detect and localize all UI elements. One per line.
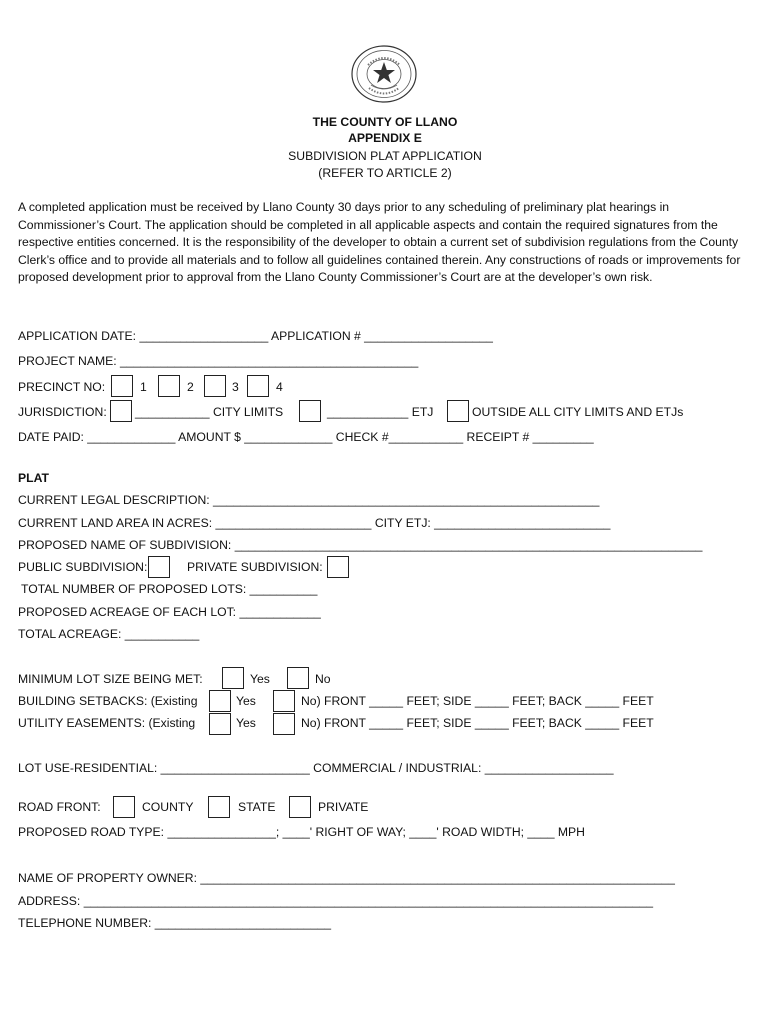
precinct-4-checkbox[interactable] [247, 375, 269, 397]
county-seal-icon [351, 45, 417, 103]
outside-limits-label: OUTSIDE ALL CITY LIMITS AND ETJs [472, 405, 684, 419]
date-paid-field[interactable]: DATE PAID: _____________ AMOUNT $ _____________ CHECK #___________ RECEIPT # _________ [18, 430, 594, 444]
precinct-4-label: 4 [276, 380, 283, 394]
county-title: THE COUNTY OF LLANO [312, 115, 458, 129]
legal-description-field[interactable]: CURRENT LEGAL DESCRIPTION: _________________________________________________________ [18, 493, 600, 507]
precinct-1-label: 1 [140, 380, 147, 394]
acreage-each-field[interactable]: PROPOSED ACREAGE OF EACH LOT: ____________ [18, 605, 321, 619]
appendix-title: APPENDIX E [348, 131, 422, 145]
public-subdivision-checkbox[interactable] [148, 556, 170, 578]
precinct-1-checkbox[interactable] [111, 375, 133, 397]
min-lot-no-label: No [315, 672, 331, 686]
building-setbacks-label: BUILDING SETBACKS: (Existing [18, 694, 198, 708]
etj-checkbox[interactable] [299, 400, 321, 422]
setbacks-yes-checkbox[interactable] [209, 690, 231, 712]
precinct-3-label: 3 [232, 380, 239, 394]
lot-use-field[interactable]: LOT USE-RESIDENTIAL: ______________________ COMMERCIAL / INDUSTRIAL: ___________________ [18, 761, 614, 775]
road-state-checkbox[interactable] [208, 796, 230, 818]
private-subdivision-label: PRIVATE SUBDIVISION: [187, 560, 323, 574]
setbacks-yes-label: Yes [236, 694, 256, 708]
min-lot-size-label: MINIMUM LOT SIZE BEING MET: [18, 672, 203, 686]
form-title: SUBDIVISION PLAT APPLICATION [288, 149, 482, 163]
total-acreage-field[interactable]: TOTAL ACREAGE: ___________ [18, 627, 200, 641]
road-private-label: PRIVATE [318, 800, 369, 814]
easements-yes-checkbox[interactable] [209, 713, 231, 735]
road-county-label: COUNTY [142, 800, 194, 814]
owner-address-field[interactable]: ADDRESS: ____________________________________________________________________________________ [18, 894, 654, 908]
public-subdivision-label: PUBLIC SUBDIVISION: [18, 560, 148, 574]
plat-heading: PLAT [18, 471, 49, 485]
form-subtitle: (REFER TO ARTICLE 2) [318, 166, 452, 180]
owner-name-field[interactable]: NAME OF PROPERTY OWNER: ______________________________________________________________________ [18, 871, 675, 885]
easements-no-checkbox[interactable] [273, 713, 295, 735]
total-lots-field[interactable]: TOTAL NUMBER OF PROPOSED LOTS: __________ [21, 582, 318, 596]
road-state-label: STATE [238, 800, 276, 814]
land-area-field[interactable]: CURRENT LAND AREA IN ACRES: _______________________ CITY ETJ: __________________________ [18, 516, 611, 530]
utility-easements-label: UTILITY EASEMENTS: (Existing [18, 716, 196, 730]
city-limits-checkbox[interactable] [110, 400, 132, 422]
jurisdiction-label: JURISDICTION: [18, 405, 107, 419]
owner-phone-field[interactable]: TELEPHONE NUMBER: __________________________ [18, 916, 332, 930]
outside-limits-checkbox[interactable] [447, 400, 469, 422]
proposed-road-type-field[interactable]: PROPOSED ROAD TYPE: ________________; ____' RIGHT OF WAY; ____' ROAD WIDTH; ____ MPH [18, 825, 585, 839]
private-subdivision-checkbox[interactable] [327, 556, 349, 578]
min-lot-no-checkbox[interactable] [287, 667, 309, 689]
project-name-field[interactable]: PROJECT NAME: ____________________________________________ [18, 354, 419, 368]
proposed-name-field[interactable]: PROPOSED NAME OF SUBDIVISION: _____________________________________________________________________ [18, 538, 703, 552]
intro-paragraph: A completed application must be received by Llano County 30 days prior to any scheduling of preliminary plat hearings in Commissioner’s Court. The application should be completed in all applicable aspects and contain the required signatures from the respective entities concerned. It is the responsibility of the developer to obtain a current set of subdivision regulations from the County Clerk’s office and to provide all materials and to follow all guidelines contained therein. Any constructions of roads or improvements for proposed development prior to approval from the Llano County Commissioner’s Court are at the developer’s own risk. [18, 200, 741, 285]
etj-field[interactable]: ____________ ETJ [327, 405, 434, 419]
min-lot-yes-label: Yes [250, 672, 270, 686]
application-date-field[interactable]: APPLICATION DATE: ___________________ APPLICATION # ___________________ [18, 329, 493, 343]
road-private-checkbox[interactable] [289, 796, 311, 818]
easements-yes-label: Yes [236, 716, 256, 730]
precinct-2-checkbox[interactable] [158, 375, 180, 397]
min-lot-yes-checkbox[interactable] [222, 667, 244, 689]
setbacks-no-checkbox[interactable] [273, 690, 295, 712]
precinct-2-label: 2 [187, 380, 194, 394]
easements-fields[interactable]: No) FRONT _____ FEET; SIDE _____ FEET; BACK _____ FEET [301, 716, 654, 730]
road-front-label: ROAD FRONT: [18, 800, 101, 814]
road-county-checkbox[interactable] [113, 796, 135, 818]
precinct-3-checkbox[interactable] [204, 375, 226, 397]
city-limits-field[interactable]: ___________ CITY LIMITS [135, 405, 284, 419]
precinct-label: PRECINCT NO: [18, 380, 106, 394]
setbacks-fields[interactable]: No) FRONT _____ FEET; SIDE _____ FEET; BACK _____ FEET [301, 694, 654, 708]
